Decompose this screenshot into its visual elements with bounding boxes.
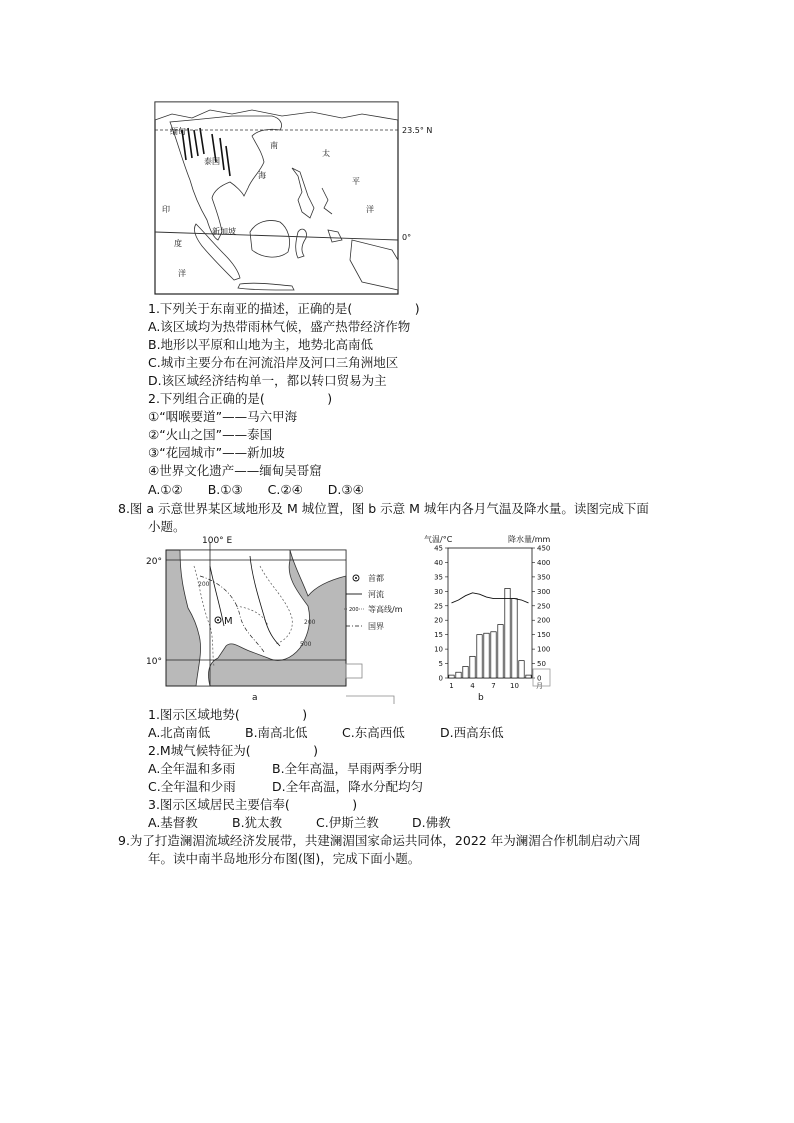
q8-3-stem: 3.图示区域居民主要信奉( ) xyxy=(148,797,358,812)
left-tick-label: 45 xyxy=(434,544,443,553)
sea-label: 海 xyxy=(258,171,266,180)
precipitation-bar xyxy=(512,599,517,678)
precipitation-bar xyxy=(484,633,489,678)
singapore-label: 新加坡 xyxy=(212,227,236,236)
x-tick-label: 10 xyxy=(510,682,519,690)
precipitation-bar xyxy=(526,675,531,678)
q8-2-option-c: C.全年温和少雨 xyxy=(148,779,236,794)
lat-10-label: 10° xyxy=(146,657,162,667)
q7-2-item-1: ①“咽喉要道”——马六甲海 xyxy=(148,409,298,424)
left-tick-label: 20 xyxy=(434,616,443,625)
q7-1-option-c: C.城市主要分布在河流沿岸及河口三角洲地区 xyxy=(148,355,399,370)
right-tick-label: 400 xyxy=(537,558,551,567)
q8-2-option-a: A.全年温和多雨 xyxy=(148,761,236,776)
q7-2-stem: 2.下列组合正确的是( ) xyxy=(148,391,333,406)
map-a-caption: a xyxy=(252,693,258,703)
q7-2-item-2: ②“火山之国”——泰国 xyxy=(148,427,273,442)
right-tick-label: 350 xyxy=(537,573,551,582)
legend-border: 国界 xyxy=(368,622,384,631)
legend-contour-value: 200 xyxy=(349,607,359,613)
legend-river: 河流 xyxy=(368,590,384,599)
q8-2-stem: 2.M城气候特征为( ) xyxy=(148,743,318,758)
q8-1-option-d: D.西高东低 xyxy=(440,725,504,740)
x-tick-label: 4 xyxy=(470,682,475,690)
precipitation-bar xyxy=(456,672,461,678)
q7-2-item-3: ③“花园城市”——新加坡 xyxy=(148,445,285,460)
m-city-label: M xyxy=(224,616,233,627)
contour-label-2: 200 xyxy=(304,619,316,626)
pacific-label-1: 太 xyxy=(322,149,330,158)
precipitation-bar xyxy=(463,666,468,678)
indian-label-1: 印 xyxy=(162,205,170,214)
q8-3-option-c: C.伊斯兰教 xyxy=(316,815,379,830)
thailand-label: 泰国 xyxy=(204,157,220,166)
precipitation-bar xyxy=(519,661,524,678)
pacific-label-3: 洋 xyxy=(366,205,374,214)
x-tick-label: 7 xyxy=(491,682,496,690)
right-tick-label: 450 xyxy=(537,544,551,553)
x-unit-label: 月 xyxy=(536,682,543,690)
q8-3-option-b: B.犹太教 xyxy=(232,815,283,830)
lat-23-5-label: 23.5° N xyxy=(402,126,433,135)
left-tick-label: 15 xyxy=(434,631,443,640)
right-tick-label: 50 xyxy=(537,660,546,669)
legend-contour: 等高线/m xyxy=(368,605,403,614)
q8-1-option-b: B.南高北低 xyxy=(245,725,308,740)
q7-1-option-b: B.地形以平原和山地为主，地势北高南低 xyxy=(148,337,374,352)
q8-intro-line1: 8.图 a 示意世界某区域地形及 M 城位置，图 b 示意 M 城年内各月气温及降水量。读图完成下面 xyxy=(118,501,649,516)
precipitation-bar xyxy=(449,675,454,678)
q7-2-options: A.①② B.①③ C.②④ D.③④ xyxy=(148,482,364,497)
right-tick-label: 250 xyxy=(537,602,551,611)
plot-frame xyxy=(448,548,532,678)
precipitation-bar xyxy=(498,625,503,678)
contour-label-3: 500 xyxy=(300,641,312,648)
legend-capital: 首都 xyxy=(368,574,384,583)
stray-box xyxy=(532,668,552,688)
left-tick-label: 25 xyxy=(434,602,443,611)
q8-2-option-b: B.全年高温，旱雨两季分明 xyxy=(272,761,423,776)
pacific-label-2: 平 xyxy=(352,177,360,186)
myanmar-label: 缅甸 xyxy=(170,127,186,136)
precipitation-bar xyxy=(470,656,475,678)
precipitation-bar xyxy=(505,588,510,678)
left-tick-label: 10 xyxy=(434,645,443,654)
right-axis-label: 降水量/mm xyxy=(508,535,551,544)
lon-100e-label: 100° E xyxy=(202,536,233,546)
q8-2-option-d: D.全年高温，降水分配均匀 xyxy=(272,779,424,794)
chart-b-caption: b xyxy=(478,693,484,703)
q9-line1: 9.为了打造澜湄流域经济发展带，共建澜湄国家命运共同体，2022 年为澜湄合作机制启动六周 xyxy=(118,833,641,848)
q7-1-option-a: A.该区域均为热带雨林气候，盛产热带经济作物 xyxy=(148,319,411,334)
indian-label-2: 度 xyxy=(174,239,182,248)
south-label: 南 xyxy=(270,141,278,150)
q8-3-option-d: D.佛教 xyxy=(412,815,451,830)
right-tick-label: 300 xyxy=(537,587,551,596)
lat-20-label: 20° xyxy=(146,557,162,567)
q8-1-option-a: A.北高南低 xyxy=(148,725,211,740)
right-tick-label: 150 xyxy=(537,631,551,640)
q9-line2: 年。读中南半岛地形分布图(图)，完成下面小题。 xyxy=(148,851,421,866)
right-tick-label: 0 xyxy=(537,674,542,683)
terrain-map-a xyxy=(140,536,410,706)
q7-2-item-4: ④世界文化遗产——缅甸吴哥窟 xyxy=(148,463,322,478)
indian-label-3: 洋 xyxy=(178,269,186,278)
q8-1-option-c: C.东高西低 xyxy=(342,725,405,740)
right-tick-label: 200 xyxy=(537,616,551,625)
left-tick-label: 40 xyxy=(434,558,443,567)
contour-label-1: 200 xyxy=(198,581,210,588)
left-tick-label: 0 xyxy=(438,674,443,683)
q7-1-option-d: D.该区域经济结构单一，都以转口贸易为主 xyxy=(148,373,387,388)
left-tick-label: 35 xyxy=(434,573,443,582)
q8-3-option-a: A.基督教 xyxy=(148,815,198,830)
equator-label: 0° xyxy=(402,233,412,242)
q8-intro-line2: 小题。 xyxy=(148,519,186,534)
southeast-asia-map xyxy=(152,100,442,296)
precipitation-bar xyxy=(477,635,482,678)
q8-1-stem: 1.图示区域地势( ) xyxy=(148,707,308,722)
left-tick-label: 30 xyxy=(434,587,443,596)
precipitation-bar xyxy=(491,632,496,678)
x-tick-label: 1 xyxy=(449,682,454,690)
left-tick-label: 5 xyxy=(438,660,443,669)
q7-1-stem: 1.下列关于东南亚的描述，正确的是( ) xyxy=(148,301,420,316)
left-axis-label: 气温/°C xyxy=(424,535,453,544)
right-tick-label: 100 xyxy=(537,645,551,654)
